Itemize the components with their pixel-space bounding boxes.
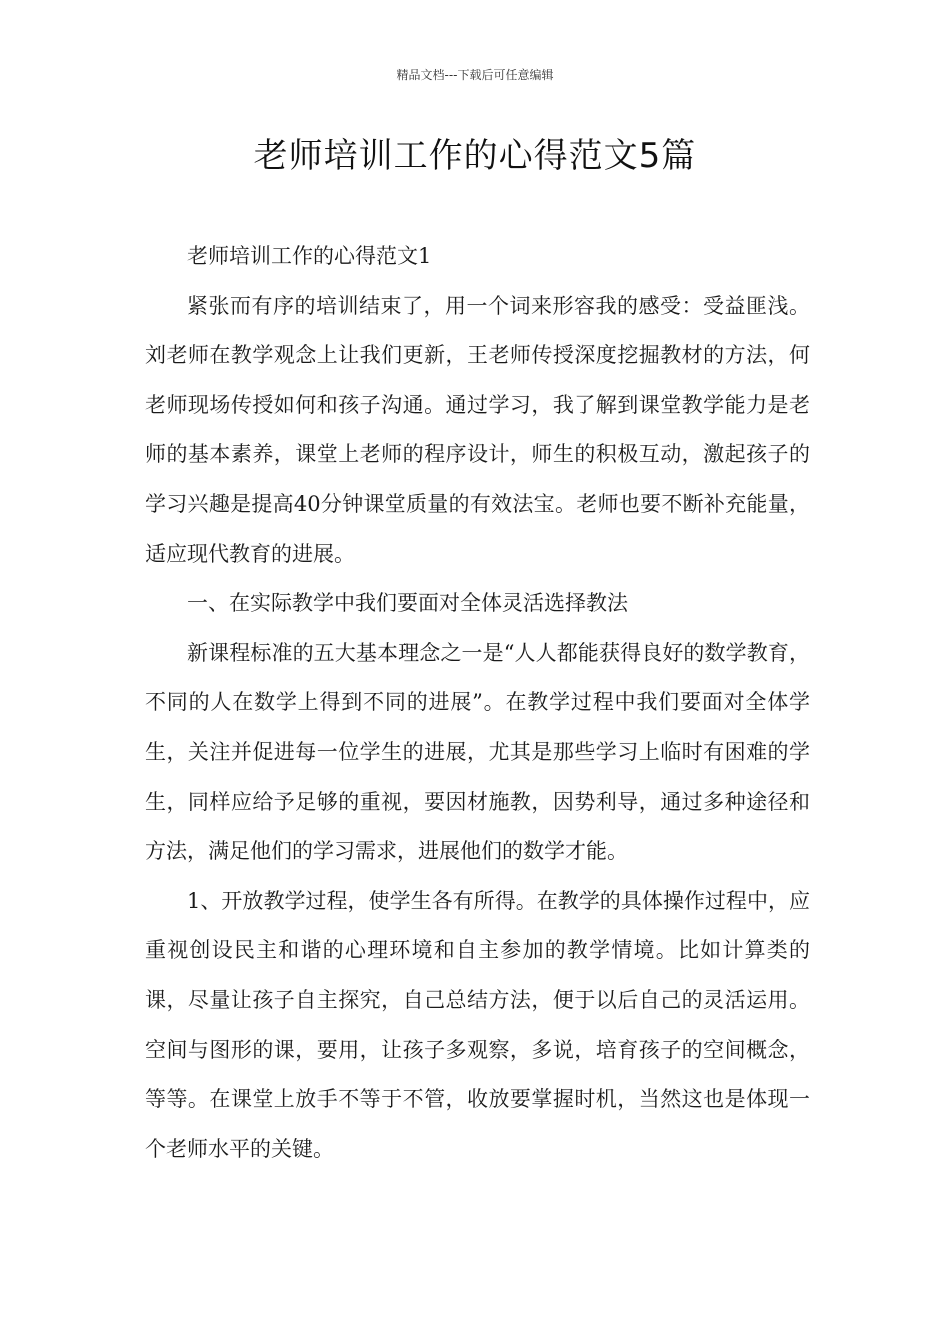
paragraph-intro: 紧张而有序的培训结束了，用一个词来形容我的感受：受益匪浅。刘老师在教学观念上让我们更新，王老师传授深度挖掘教材的方法，何老师现场传授如何和孩子沟通。通过学习，我了解到课堂教学能力是老师的基本素养，课堂上老师的程序设计，师生的积极互动，激起孩子的学习兴趣是提高40分钟课堂质量的有效法宝。老师也要不断补充能量，适应现代教育的进展。 — [145, 293, 810, 566]
document-title: 老师培训工作的心得范文5篇 — [253, 136, 697, 176]
document-body — [145, 232, 810, 1174]
section-heading-one: 一、在实际教学中我们要面对全体灵活选择教法 — [187, 591, 628, 616]
header-note: 精品文档---下载后可任意编辑 — [396, 68, 554, 82]
paragraph-open-teaching: 1、开放教学过程，使学生各有所得。在教学的具体操作过程中，应重视创设民主和谐的心理环境和自主参加的教学情境。比如计算类的课，尽量让孩子自主探究，自己总结方法，便于以后自己的灵活运用。空间与图形的课，要用，让孩子多观察，多说，培育孩子的空间概念，等等。在课堂上放手不等于不管，收放要掌握时机，当然这也是体现一个老师水平的关键。 — [145, 888, 810, 1161]
section-heading-1: 老师培训工作的心得范文1 — [187, 244, 432, 268]
paragraph-curriculum: 新课程标准的五大基本理念之一是“人人都能获得良好的数学教育，不同的人在数学上得到不同的进展”。在教学过程中我们要面对全体学生，关注并促进每一位学生的进展，尤其是那些学习上临时有困难的学生，同样应给予足够的重视，要因材施教，因势利导，通过多种途径和方法，满足他们的学习需求，进展他们的数学才能。 — [145, 640, 810, 864]
